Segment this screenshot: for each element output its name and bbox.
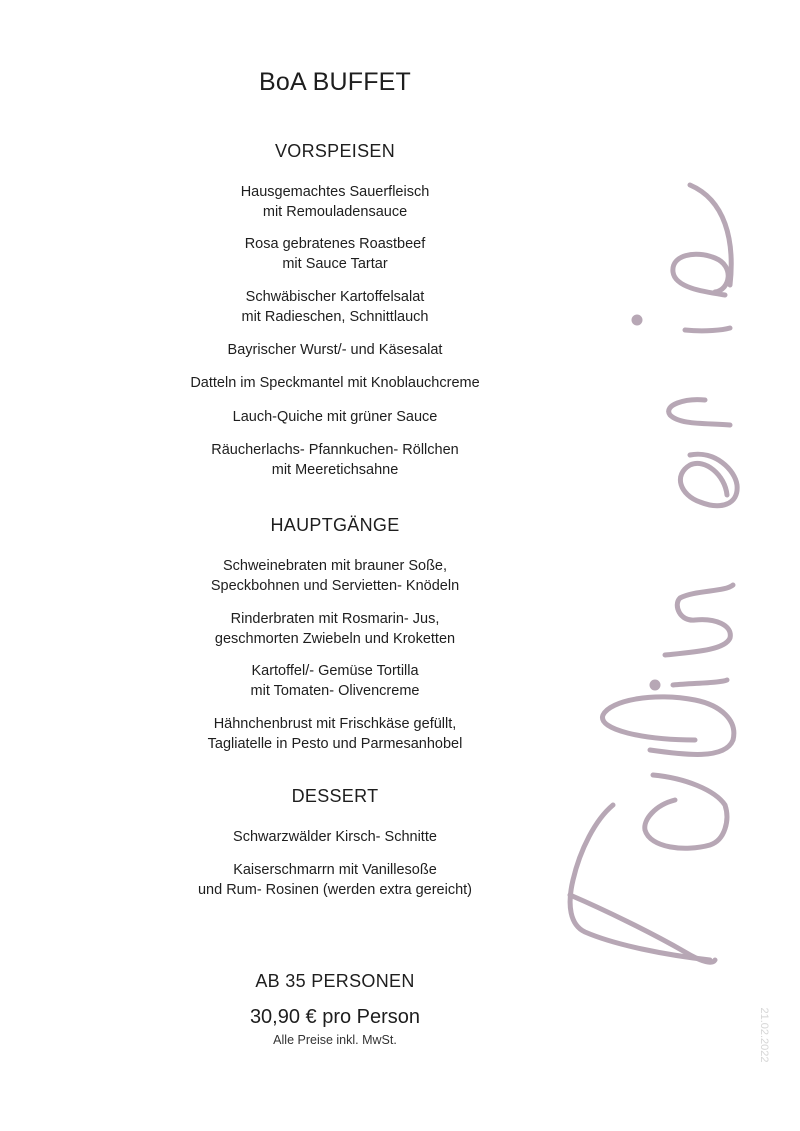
menu-item — [135, 610, 535, 649]
menu-item-line: Hausgemachtes Sauerfleisch — [240, 184, 430, 200]
menu-item — [135, 374, 535, 394]
menu-item — [135, 828, 535, 848]
menu-item-line: und Rum- Rosinen (werden extra gereicht) — [197, 881, 472, 898]
menu-item-line: Bayrischer Wurst/- und Käsesalat — [227, 342, 443, 358]
menu-item-line: Rinderbraten mit Rosmarin- Jus, — [230, 611, 440, 627]
menu-item-line: mit Radieschen, Schnittlauch — [241, 308, 429, 325]
menu-item-line: Rosa gebratenes Roastbeef — [244, 236, 426, 252]
menu-item — [135, 183, 535, 222]
price: 30,90 € pro Person — [249, 1006, 421, 1028]
date-stamp: 21.02.2022 — [758, 1007, 770, 1063]
price-note: Alle Preise inkl. MwSt. — [273, 1033, 397, 1047]
menu-item — [135, 557, 535, 596]
menu-item — [135, 408, 535, 428]
menu-item-line: geschmorten Zwiebeln und Kroketten — [214, 630, 456, 647]
section-heading-vorspeisen: VORSPEISEN — [274, 141, 396, 161]
menu-item — [135, 341, 535, 361]
menu-item — [135, 235, 535, 274]
menu-item-line: Hähnchenbrust mit Frischkäse gefüllt, — [213, 716, 457, 732]
menu-item-line: mit Tomaten- Olivencreme — [250, 682, 420, 699]
section-heading-dessert: DESSERT — [291, 786, 379, 806]
section-heading-hauptgaenge: HAUPTGÄNGE — [270, 515, 400, 535]
menu-item-line: Datteln im Speckmantel mit Knoblauchcreme — [190, 375, 480, 391]
menu-item-line: Lauch-Quiche mit grüner Sauce — [232, 409, 438, 425]
kulinarie-script-logo — [555, 180, 745, 980]
menu-title: BoA BUFFET — [258, 68, 412, 96]
menu-item-line: Speckbohnen und Servietten- Knödeln — [210, 577, 460, 594]
menu-item-line: Tagliatelle in Pesto und Parmesanhobel — [207, 735, 463, 752]
menu-item — [135, 288, 535, 327]
group-size-note: AB 35 PERSONEN — [255, 971, 415, 991]
menu-item — [135, 715, 535, 754]
menu-item-line: mit Meeretichsahne — [271, 461, 399, 478]
menu-item-line: mit Sauce Tartar — [282, 255, 388, 272]
menu-item-line: Schweinebraten mit brauner Soße, — [222, 558, 448, 574]
menu-item-line: Schwarzwälder Kirsch- Schnitte — [233, 829, 437, 845]
menu-item-line: mit Remouladensauce — [262, 203, 408, 220]
menu-item-line: Räucherlachs- Pfannkuchen- Röllchen — [211, 442, 459, 458]
menu-item — [135, 662, 535, 701]
menu-item — [135, 441, 535, 480]
menu-item-line: Kaiserschmarrn mit Vanillesoße — [233, 862, 437, 878]
menu-item-line: Kartoffel/- Gemüse Tortilla — [251, 663, 419, 679]
menu-item — [135, 861, 535, 900]
menu-item-line: Schwäbischer Kartoffelsalat — [245, 289, 425, 305]
